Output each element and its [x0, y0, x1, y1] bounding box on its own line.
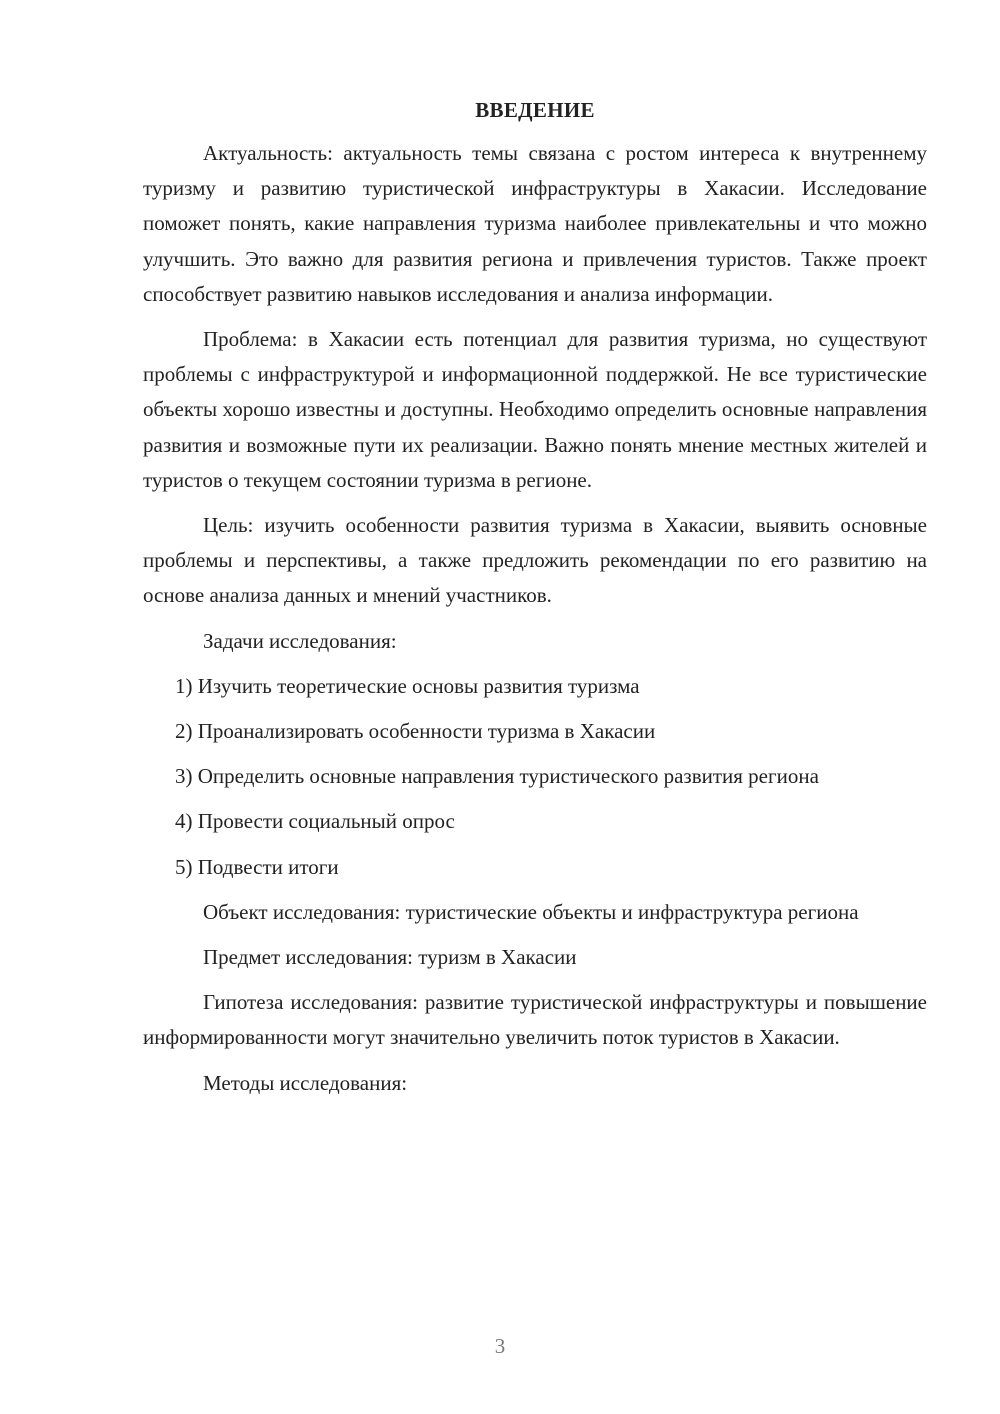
object-paragraph: Объект исследования: туристические объекты и инфраструктура региона — [203, 899, 859, 924]
task-item-3: 3) Определить основные направления туристического развития региона — [175, 764, 819, 789]
task-item-5: 5) Подвести итоги — [175, 854, 339, 879]
task-item-1: 1) Изучить теоретические основы развития туризма — [175, 673, 640, 698]
methods-paragraph: Методы исследования: — [203, 1070, 408, 1095]
task-item-4: 4) Провести социальный опрос — [175, 809, 455, 834]
task-item-2: 2) Проанализировать особенности туризма в Хакасии — [175, 719, 656, 744]
problem-paragraph: Проблема: в Хакасии есть потенциал для развития туризма, но существуют проблемы с инфраструктурой и информационной поддержкой. Не все туристические объекты хорошо известны и доступны. Необходимо определить основные направления развития и возможные пути их реализации. Важно понять мнение местных жителей и туристов о текущем состоянии туризма в регионе. — [143, 327, 927, 492]
hypothesis-paragraph: Гипотеза исследования: развитие туристической инфраструктуры и повышение информированности могут значительно увеличить поток туристов в Хакасии. — [143, 990, 927, 1050]
page-number: 3 — [494, 1334, 506, 1358]
subject-paragraph: Предмет исследования: туризм в Хакасии — [203, 945, 577, 970]
tasks-heading: Задачи исследования: — [203, 628, 397, 653]
page-title: ВВЕДЕНИЕ — [475, 98, 595, 122]
document-page — [143, 95, 927, 1111]
goal-paragraph: Цель: изучить особенности развития туризма в Хакасии, выявить основные проблемы и перспективы, а также предложить рекомендации по его развитию на основе анализа данных и мнений участников. — [143, 513, 927, 608]
relevance-paragraph: Актуальность: актуальность темы связана с ростом интереса к внутреннему туризму и развитию туристической инфраструктуры в Хакасии. Исследование поможет понять, какие направления туризма наиболее привлекательны и что можно улучшить. Это важно для развития региона и привлечения туристов. Также проект способствует развитию навыков исследования и анализа информации. — [143, 141, 927, 306]
